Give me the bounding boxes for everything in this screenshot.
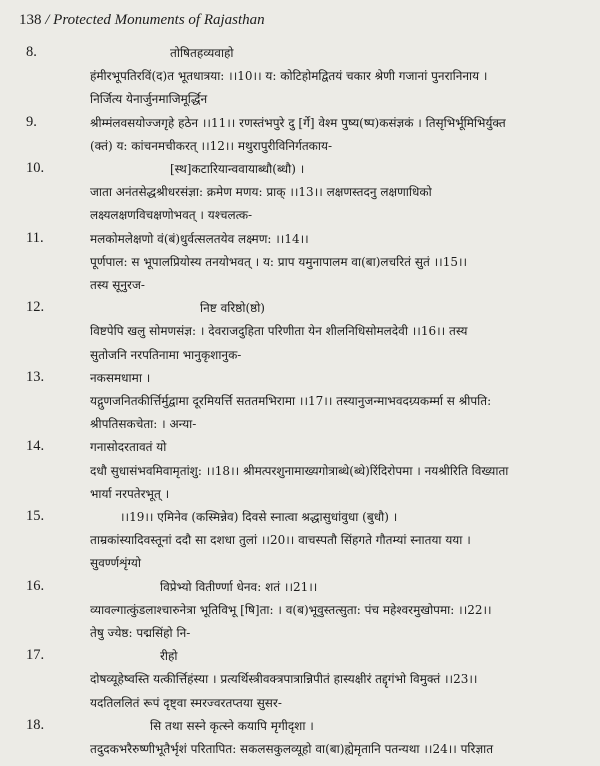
page-number: 138: [19, 12, 42, 28]
verse-line: यदतिललितं रूपं दृष्ट्वा स्मरज्वरतप्तया सुसर-: [90, 696, 282, 710]
verse-number: 12.: [26, 299, 45, 315]
page-header: [19, 12, 265, 29]
verse-number: 17.: [26, 647, 45, 663]
verse-line: हंमीरभूपतिरविं(द)त भूतधात्रया: ।।10।। य: कोटिहोमद्वितयं चकार श्रेणी गजानां पुनरानिनाय ।: [90, 69, 488, 83]
verse-line: श्रीपतिसकचेता: । अन्या-: [90, 417, 197, 431]
verse-line: श्रीम्मंलवसयोज्जगृहे हठेन ।।11।। रणस्तंभपुरे दु [र्गे] वेश्म पुष्य(ष्प)कसंज्ञकं । तिसृभिर्भूमिभिर्युक्त: [90, 116, 506, 130]
verse-line: सुवर्ण्णशृंग्यो: [90, 556, 141, 570]
verse-number: 15.: [26, 508, 45, 524]
verse-line: [स्थ]कटारियान्ववायाब्धौ(ब्धौ) ।: [170, 162, 305, 176]
verse-line: जाता अनंतसेद्धश्रीधरसंज्ञा: क्रमेण मणय: प्राक् ।।13।। लक्षणस्तदनु लक्षणाधिको: [90, 185, 432, 199]
verse-number: 13.: [26, 369, 45, 385]
verse-line: तोषितहव्यवाहो: [170, 46, 234, 60]
verse-line: सि तथा सस्ने कृत्स्ने कयापि मृगीदृशा ।: [150, 719, 314, 733]
verse-line: लक्ष्यलक्षणविचक्षणोभवत् । यश्चलत्क-: [90, 208, 253, 222]
verse-line: तस्य सूनुरज-: [90, 278, 145, 292]
verse-number: 10.: [26, 160, 45, 176]
verse-line: सुतोजनि नरपतिनामा भानुकृशानुक-: [90, 348, 242, 362]
verse-number: 8.: [26, 44, 37, 60]
verse-number: 14.: [26, 438, 45, 454]
verse-line: (क्तं) य: कांचनमचीकरत् ।।12।। मथुरापुरीविनिर्गतकाय-: [90, 139, 333, 153]
verse-line: दधौ सुधासंभवमिवामृतांशु: ।।18।। श्रीमत्परशुनामाख्यगोत्राब्धे(ब्धे)रिंदिरोपमा । नयश्रीरिति विख्याता: [90, 464, 509, 478]
verse-line: ।।19।। एमिनेव (कस्मिन्नेव) दिवसे स्नात्वा श्रद्धासुधांवुधा (बुधौ) ।: [120, 510, 398, 524]
verse-number: 16.: [26, 578, 45, 594]
verse-line: मलकोमलेक्षणो वं(बं)धुर्वत्सलतयेव लक्ष्मण: ।।14।।: [90, 232, 309, 246]
verse-line: यद्गुणजनितकीर्त्तिर्मुद्वामा दूरमियर्त्ति सततमभिरामा ।।17।। तस्यानुजन्माभवदग्र्यकर्म्मा स श्रीपति:: [90, 394, 492, 408]
book-title: / Protected Monuments of Rajasthan: [45, 12, 265, 28]
verse-number: 9.: [26, 114, 37, 130]
verse-line: भार्या नरपतेरभूत् ।: [90, 487, 170, 501]
verse-number: 11.: [26, 230, 44, 246]
verse-line: विप्रेभ्यो वितीर्ण्णा धेनव: शतं ।।21।।: [160, 580, 318, 594]
verse-line: निष्ट वरिष्ठो(ष्ठो): [200, 301, 265, 315]
verse-line: ताम्रकांस्यादिवस्तूनां ददौ सा दशधा तुलां ।।20।। वाचस्पतौ सिंहगते गौतम्यां स्नातया यया ।: [90, 533, 471, 547]
verse-line: तेषु ज्येष्ठ: पद्मसिंहो नि-: [90, 626, 191, 640]
verse-number: 18.: [26, 717, 45, 733]
verse-line: नकसमधामा ।: [90, 371, 151, 385]
verse-line: तदुदकभरैरुष्णीभूतैर्भृशं परितापित: सकलसकुलव्यूहो वा(बा)ह्येमृतानि पतन्यथा ।।24।। परिज्ञात: [90, 742, 494, 756]
verse-line: व्यावल्गात्कुंडलाश्चारुनेत्रा भूतिविभू [षि]ता: । व(ब)भूवुस्तत्सुता: पंच महेश्वरमुखोपमा: ।।22।।: [90, 603, 492, 617]
verse-line: निर्जित्य येनार्जुनमाजिमूर्द्धिन: [90, 92, 208, 106]
verse-line: रीहो: [160, 649, 178, 663]
verse-line: विष्टपेपि खलु सोमणसंज्ञ: । देवराजदुहिता परिणीता येन शीलनिधिसोमलदेवी ।।16।। तस्य: [90, 324, 468, 338]
verse-line: पूर्णपाल: स भूपालप्रियोस्य तनयोभवत् । य: प्राप यमुनापालम वा(बा)लचरितं सुतं ।।15।।: [90, 255, 468, 269]
verse-line: दोषव्यूहेष्वस्ति यत्कीर्त्तिहंस्या । प्रत्यर्थिस्त्रीवक्त्रपात्रान्निपीतं हास्यक्षीरं तद्दृगंभो विमुक्तं ।।23।।: [90, 672, 478, 686]
verse-line: गनासोदरतावतं यो: [90, 440, 167, 454]
